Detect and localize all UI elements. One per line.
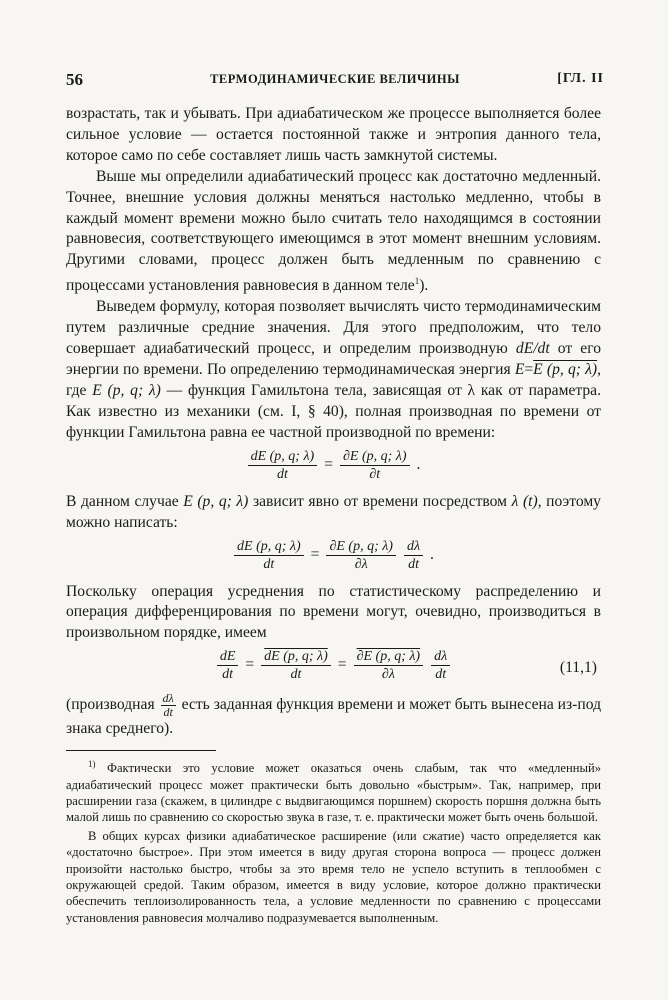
paragraph-5: Поскольку операция усреднения по статистическому распределению и операция дифференцирования по времени могут, очевидно, производиться в произвольном порядке, имеем — [66, 582, 601, 642]
paragraph-6: (производная $\frac{d\lambda}{dt}$ есть заданная функция времени и может быть вынесена из-под знака среднего). — [66, 691, 602, 738]
footnote-divider — [66, 750, 216, 751]
main-text — [66, 104, 601, 740]
equation-2: $\frac{dE (p, q; \lambda)}{dt}$ = $\frac{\partial E (p, q; \lambda)}{\partial\lambda}$ $\frac{d\lambda}{dt}$ . — [66, 538, 601, 576]
paragraph-3: Выведем формулу, которая позволяет вычислять чисто термодинамическим путем различные средние значения. Для этого предположим, что тело совершает адиабатический процесс, и определим производную dE/dt от его энергии по времени. По определению термодинамическая энергия E=E (p, q; λ), где E (p, q; λ) — функция Гамильтона тела, зависящая от λ как от параметра. Как известно из механики (см. I, § 40), полная производная по времени от функции Гамильтона равна ее частной производной по времени: — [66, 298, 601, 441]
chapter-label: [ГЛ. II — [557, 71, 604, 86]
footnote-1-continued: В общих курсах физики адиабатическое расширение (или сжатие) часто определяется как «достаточно быстрое». При этом имеется в виду другая сторона вопроса — процесс должен произойти настолько быстро, чтобы за это время тело не успело вступить в теплообмен с окружающей средой. Таким образом, имеется в виду условие, которое должно практически обеспечить теплоизолированность тела, а условие медленности по сравнению с процессами установления равновесия молчаливо подразумевается выполненным. — [66, 828, 601, 925]
footnotes — [66, 756, 601, 926]
page-number: 56 — [66, 70, 83, 89]
running-header — [66, 70, 604, 92]
averaged-energy: E (p, q; λ) — [533, 361, 598, 379]
paragraph-4: В данном случае E (p, q; λ) зависит явно от времени посредством λ (t), поэтому можно написать: — [66, 492, 601, 531]
equation-3: $\frac{dE}{dt}$ = $\frac{dE (p, q; \lambda)}{dt}$ = $\frac{\partial E (p, q; \lambda)}{\partial\lambda}$ $\frac{d\lambda}{dt}$ (11,1) — [66, 648, 601, 686]
footnote-ref[interactable]: 1 — [414, 276, 420, 287]
paragraph-2: Выше мы определили адиабатический процесс как достаточно медленный. Точнее, внешние условия должны меняться настолько медленно, чтобы в каждый момент времени можно было считать тело находящимся в состоянии равновесия, соответствующего имеющимся в этот момент внешним условиям. Другими словами, процесс должен быть медленным по сравнению с процессами установления равновесия в данном теле$^1$). — [66, 167, 601, 295]
paragraph-1: возрастать, так и убывать. При адиабатическом же процессе выполняется более сильное условие — остается постоянной также и энтропия данного тела, которое само по себе составляет лишь часть замкнутой системы. — [66, 105, 601, 164]
equation-number: (11,1) — [559, 659, 597, 677]
running-title: ТЕРМОДИНАМИЧЕСКИЕ ВЕЛИЧИНЫ — [210, 72, 460, 86]
equation-1: $\frac{dE (p, q; \lambda)}{dt}$ = $\frac{\partial E (p, q; \lambda)}{\partial t}$ . — [66, 448, 601, 486]
footnote-1: $^{1)}$ Фактически это условие может оказаться очень слабым, так что «медленный» адиабатический процесс может практически быть довольно «быстрым». Так, например, при расширении газа (скажем, в цилиндре с выдвигающимся поршнем) скорость поршня должна быть малой лишь по сравнению со скоростью звука в газе, т. е. практически может быть очень большой. — [66, 759, 601, 825]
